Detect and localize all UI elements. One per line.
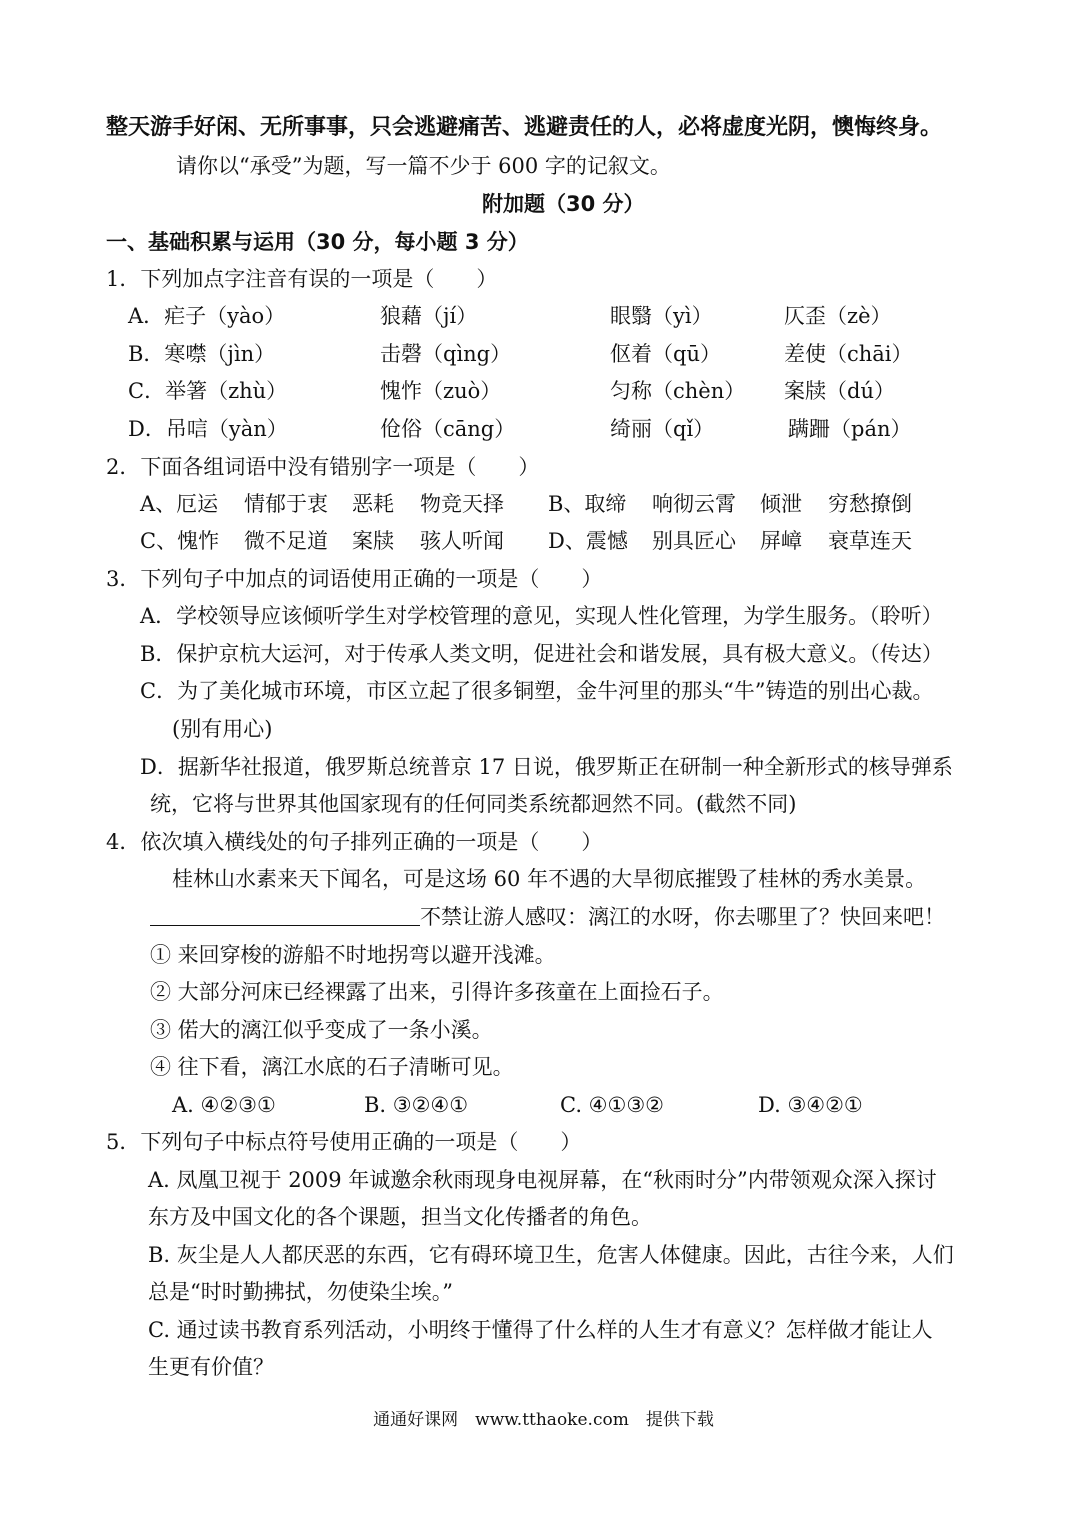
q1-d-1: D．吊唁（yàn） <box>128 417 288 441</box>
q5-option-a-line-2: 东方及中国文化的各个课题，担当文化传播者的角色。 <box>148 1205 652 1229</box>
q4-item-3: ③ 偌大的漓江似乎变成了一条小溪。 <box>150 1018 493 1042</box>
q2-d-label: D、震憾 <box>548 529 628 553</box>
q1-b-2: 击磬（qìng） <box>380 342 512 366</box>
q2-d-2: 别具匠心 <box>652 529 736 553</box>
intro-line-1: 整天游手好闲、无所事事，只会逃避痛苦、逃避责任的人，必将虚度光阴，懊悔终身。 <box>106 115 943 140</box>
q4-option-b: B. ③②④① <box>364 1093 469 1117</box>
q1-b-3: 伛着（qū） <box>610 342 721 366</box>
q1-d-3: 绮丽（qǐ） <box>610 417 715 441</box>
intro-line-2: 请你以“承受”为题，写一篇不少于 600 字的记叙文。 <box>176 154 671 178</box>
q1-b-1: B．寒噤（jìn） <box>128 342 276 366</box>
q3-option-d-line-2: 统，它将与世界其他国家现有的任何同类系统都迥然不同。(截然不同) <box>150 792 797 816</box>
q3-option-a: A．学校领导应该倾听学生对学校管理的意见，实现人性化管理，为学生服务。（聆听） <box>140 604 943 628</box>
q2-b-4: 穷愁撩倒 <box>828 492 912 516</box>
q2-a-4: 物竞天择 <box>420 492 504 516</box>
q4-passage: 桂林山水素来天下闻名，可是这场 60 年不遇的大旱彻底摧毁了桂林的秀水美景。 <box>172 867 927 891</box>
q2-c-2: 微不足道 <box>244 529 328 553</box>
q4-option-a: A. ④②③① <box>172 1093 276 1117</box>
q1-a-4: 仄歪（zè） <box>784 304 892 328</box>
q4-item-1: ① 来回穿梭的游船不时地拐弯以避开浅滩。 <box>150 943 556 967</box>
q4-stem: 4．依次填入横线处的句子排列正确的一项是（ ） <box>106 830 603 854</box>
q3-stem: 3．下列句子中加点的词语使用正确的一项是（ ） <box>106 567 603 591</box>
q3-option-b: B．保护京杭大运河，对于传承人类文明，促进社会和谐发展，具有极大意义。（传达） <box>140 642 943 666</box>
q2-c-label: C、愧怍 <box>140 529 220 553</box>
q3-option-c-line-2: (别有用心) <box>172 717 273 741</box>
q3-option-c-line-1: C．为了美化城市环境，市区立起了很多铜塑，金牛河里的那头“牛”铸造的别出心裁。 <box>140 679 934 703</box>
q5-stem: 5．下列句子中标点符号使用正确的一项是（ ） <box>106 1130 582 1154</box>
q5-option-c-line-1: C. 通过读书教育系列活动，小明终于懂得了什么样的人生才有意义？怎样做才能让人 <box>148 1318 933 1342</box>
q2-stem: 2．下面各组词语中没有错别字一项是（ ） <box>106 455 540 479</box>
q1-a-2: 狼藉（jí） <box>380 304 478 328</box>
q5-option-b-line-1: B. 灰尘是人人都厌恶的东西，它有碍环境卫生，危害人体健康。因此，古往今来，人们 <box>148 1243 954 1267</box>
q2-c-3: 案牍 <box>352 529 394 553</box>
q1-c-3: 匀称（chèn） <box>610 379 746 403</box>
fill-in-blank <box>150 903 420 926</box>
q1-a-3: 眼翳（yì） <box>610 304 713 328</box>
q4-item-2: ② 大部分河床已经裸露了出来，引得许多孩童在上面捡石子。 <box>150 980 724 1004</box>
q2-b-2: 响彻云霄 <box>652 492 736 516</box>
q2-a-2: 情郁于衷 <box>244 492 328 516</box>
q1-d-4: 蹒跚（pán） <box>788 417 912 441</box>
q2-a-3: 恶耗 <box>352 492 394 516</box>
q1-d-2: 伧俗（cāng） <box>380 417 516 441</box>
q3-option-d-line-1: D．据新华社报道，俄罗斯总统普京 17 日说，俄罗斯正在研制一种全新形式的核导弹系 <box>140 755 953 779</box>
q1-c-1: C．举箸（zhù） <box>128 379 288 403</box>
q1-b-4: 差使（chāi） <box>784 342 913 366</box>
q2-b-label: B、取缔 <box>548 492 627 516</box>
q2-c-4: 骇人听闻 <box>420 529 504 553</box>
q1-c-4: 案牍（dú） <box>784 379 895 403</box>
q4-blank-line <box>150 903 945 931</box>
q5-option-a-line-1: A. 凤凰卫视于 2009 年诚邀余秋雨现身电视屏幕，在“秋雨时分”内带领观众深入探讨 <box>148 1168 937 1192</box>
page-footer: 通通好课网 www.tthaoke.com 提供下载 <box>373 1410 714 1430</box>
q1-stem: 1．下列加点字注音有误的一项是（ ） <box>106 267 498 291</box>
q5-option-b-line-2: 总是“时时勤拂拭，勿使染尘埃。” <box>148 1280 453 1304</box>
q4-option-c: C. ④①③② <box>560 1093 664 1117</box>
q1-a-1: A．疟子（yào） <box>128 304 286 328</box>
q2-a-label: A、厄运 <box>140 492 219 516</box>
q2-d-4: 衰草连天 <box>828 529 912 553</box>
q4-after-blank: 不禁让游人感叹：漓江的水呀，你去哪里了？快回来吧！ <box>420 905 945 929</box>
q1-c-2: 愧怍（zuò） <box>380 379 502 403</box>
q2-d-3: 屏嶂 <box>760 529 802 553</box>
q2-b-3: 倾泄 <box>760 492 802 516</box>
extra-question-title: 附加题（30 分） <box>482 192 645 216</box>
q4-item-4: ④ 往下看，漓江水底的石子清晰可见。 <box>150 1055 514 1079</box>
section-1-title: 一、基础积累与运用（30 分，每小题 3 分） <box>106 230 529 254</box>
q4-option-d: D. ③④②① <box>758 1093 863 1117</box>
q5-option-c-line-2: 生更有价值？ <box>148 1355 274 1379</box>
